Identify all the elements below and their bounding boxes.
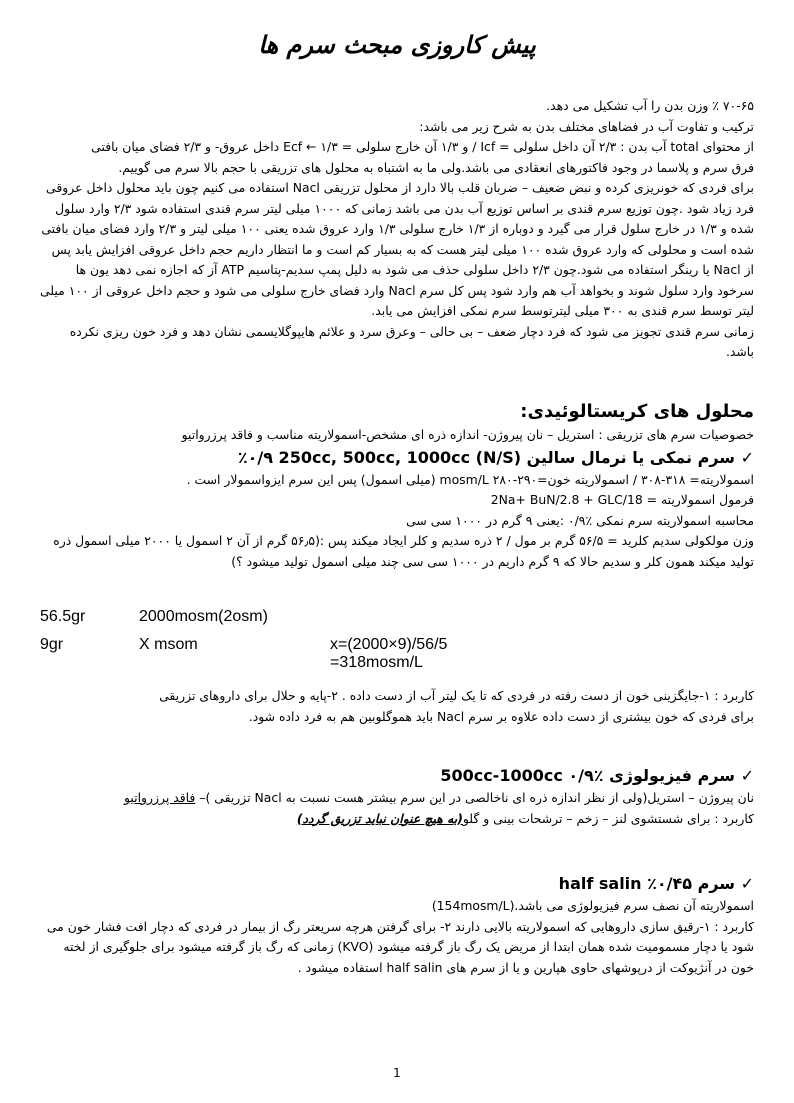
normal-saline-title: سرم نمکی یا نرمال سالین (N/S) ٪۰/۹ 250cc, 500cc, 1000cc (237, 447, 736, 467)
physiologic-section (39, 764, 754, 829)
half-saline-title: سرم half salin ٪۰/۴۵ (558, 874, 736, 893)
intro-paragraph: فرق سرم و پلاسما در وجود فاکتورهای انعقادی می باشد.ولی ما به اشتباه به محلول های تزریقی با حجم بالا سرم می گوییم. (118, 159, 754, 175)
physiologic-usage (39, 809, 754, 830)
intro-paragraph: ترکیب و تفاوت آب در فضاهای مختلف بدن به شرح زیر می باشد: (419, 118, 754, 134)
intro-section (39, 96, 754, 363)
intro-paragraph: زمانی سرم قندی تجویز می شود که فرد دچار ضعف – بی حالی – وعرق سرد و علائم هایپوگلایسمی نشان دهد و فرد خون ریزی نکرده باشد. (69, 323, 754, 359)
calc-cell: 56.5gr (40, 608, 86, 625)
half-saline-heading (39, 872, 754, 896)
intro-paragraph: ۷۰-۶۵ ٪ وزن بدن را آب تشکیل می دهد. (546, 98, 754, 113)
physiologic-title: سرم فیزیولوژی ٪۰/۹ 500cc-1000cc (440, 766, 736, 785)
normal-saline-heading (39, 446, 754, 470)
calc-cell: x=(2000×9)/56/5 =318mosm/L (330, 636, 448, 671)
calc-row (40, 608, 540, 632)
half-saline-usage: کاربرد : ۱-رقیق سازی داروهایی که اسمولاریته بالایی دارند ۲- برای گرفتن هرچه سریعتر رگ از بیمار در فردی که دچار افت فشار خون می شود یا دچار مسمومیت شده همان ابتدا از مریض یک رگ باز گرفته میشود (KVO) زمانی که رگ باز گرفته میشود برای جلوگیری از لخته خون در آنژیوکت از درپوشهای حاوی هپارین و یا از سرم های half salin استفاده میشود . (46, 918, 754, 975)
no-injection-warning: (به هیچ عنوان نباید تزریق گردد) (296, 810, 463, 826)
physiologic-heading (39, 764, 754, 788)
calc-text: وزن مولکولی سدیم کلرید = ۵۶/۵ گرم بر مول / ۲ ذره سدیم و کلر ایجاد میکند پس :(۵۶٫۵ گرم از آن ۲ اسمول یا ۲۰۰۰ میلی اسمول ذره تولید میکند همون کلر و سدیم حالا که ۹ گرم داریم در ۱۰۰۰ سی سی چند میلی اسمول تولید میشود ؟) (53, 533, 754, 569)
checkmark-icon: ✓ (740, 874, 754, 893)
crystalloid-section (39, 399, 754, 572)
calc-cell: 2000mosm(2osm) (139, 608, 268, 625)
osmolarity-line: اسمولاریته= ۳۱۸-۳۰۸ / اسمولاریته خون=۲۹۰-۲۸۰ mosm/L (میلی اسمول) پس این سرم ایزواسمولار است . (186, 471, 754, 487)
crystalloid-heading: محلول های کریستالوئیدی: (520, 401, 754, 422)
checkmark-icon: ✓ (740, 447, 754, 467)
page-title: پیش کاروزی مبحث سرم ها (258, 30, 536, 59)
osmolarity-formula: فرمول اسمولاریته = 2Na+ BuN/2.8 + GLC/18 (490, 492, 754, 507)
calc-cell: 9gr (40, 636, 64, 653)
usage-line: برای فردی که خون بیشتری از دست داده علاوه بر سرم Nacl باید هموگلوبین هم به فرد داده شود. (248, 708, 754, 724)
calc-cell: X msom (139, 636, 198, 653)
intro-paragraph: از محتوای total آب بدن : ۲/۳ آن داخل سلولی = Icf / و ۱/۳ آن خارج سلولی = Ecf ← ۱/۳ داخل عروق- و ۲/۳ فضای میان بافتی (91, 139, 754, 154)
crystalloid-features: خصوصیات سرم های تزریقی : استریل – نان پیروژن- اندازه ذره ای مشخص-اسمولاریته مناسب و فاقد پرزرواتیو (181, 427, 754, 442)
physiologic-desc-text: نان پیروژن – استریل(ولی از نظر اندازه ذره ای ناخالصی در این سرم بیشتر هست نسبت به Nacl تزریقی )– (195, 790, 754, 805)
calc-row (40, 636, 540, 671)
checkmark-icon: ✓ (740, 766, 754, 785)
half-saline-osm: اسمولاریته آن نصف سرم فیزیولوژی می باشد.(154mosm/L) (431, 898, 754, 913)
half-saline-section (39, 872, 754, 978)
physiologic-usage-text: کاربرد : برای شستشوی لنز – زخم – ترشحات بینی و گلو (462, 810, 754, 826)
calc-intro: محاسبه اسمولاریته سرم نمکی ٪۰/۹ :یعنی ۹ گرم در ۱۰۰۰ سی سی (406, 512, 754, 528)
intro-paragraph: برای فردی که خونریزی کرده و نبض ضعیف – ضربان قلب بالا دارد از محلول تزریقی Nacl استفاده می کنیم چون باید محلول داخل عروقی فرد زیاد شود .چون توزیع سرم قندی بر اساس توزیع آب بدن می باشد زمانی که ۱۰۰۰ میلی لیتر سرم قندی استفاده شود ۲/۳ وارد سلول شده و ۱/۳ در خارج سلول قرار می گیرد و دوباره از ۱/۳ خارج سلولی ۱/۳ وارد عروق شده یعنی ۱۰۰ میلی لیتر و ۲/۳ وارد فضای میان بافتی شده است و محلولی که وارد عروق شده ۱۰۰ میلی لیتر هست که به بسیار کم است و ما انتظار داریم حجم داخل عروقی افزایش یابد پس از Nacl یا رینگر استفاده می شود.چون ۲/۳ داخل سلولی حذف می شود به دلیل پمپ سدیم-پتاسیم ATP آز که اجازه نمی دهد یون ها سرخود وارد سلول شوند و بخواهد آب هم وارد شود پس کل سرم Nacl وارد فضای خارج سلولی می شود و حجم داخل عروقی از ۱۰۰ میلی لیتر توسط سرم قندی به ۳۰۰ میلی لیترتوسط سرم نمکی افزایش می یابد. (39, 180, 754, 318)
usage-line: کاربرد : ۱-جایگزینی خون از دست رفته در فردی که تا یک لیتر آب از دست داده . ۲-پایه و حلال برای داروهای تزریقی (159, 688, 754, 703)
physiologic-desc (39, 788, 754, 809)
normal-saline-usage (39, 686, 754, 727)
page-number: 1 (393, 1066, 401, 1080)
no-preservative-text: فاقد پرزرواتیو (124, 790, 196, 805)
